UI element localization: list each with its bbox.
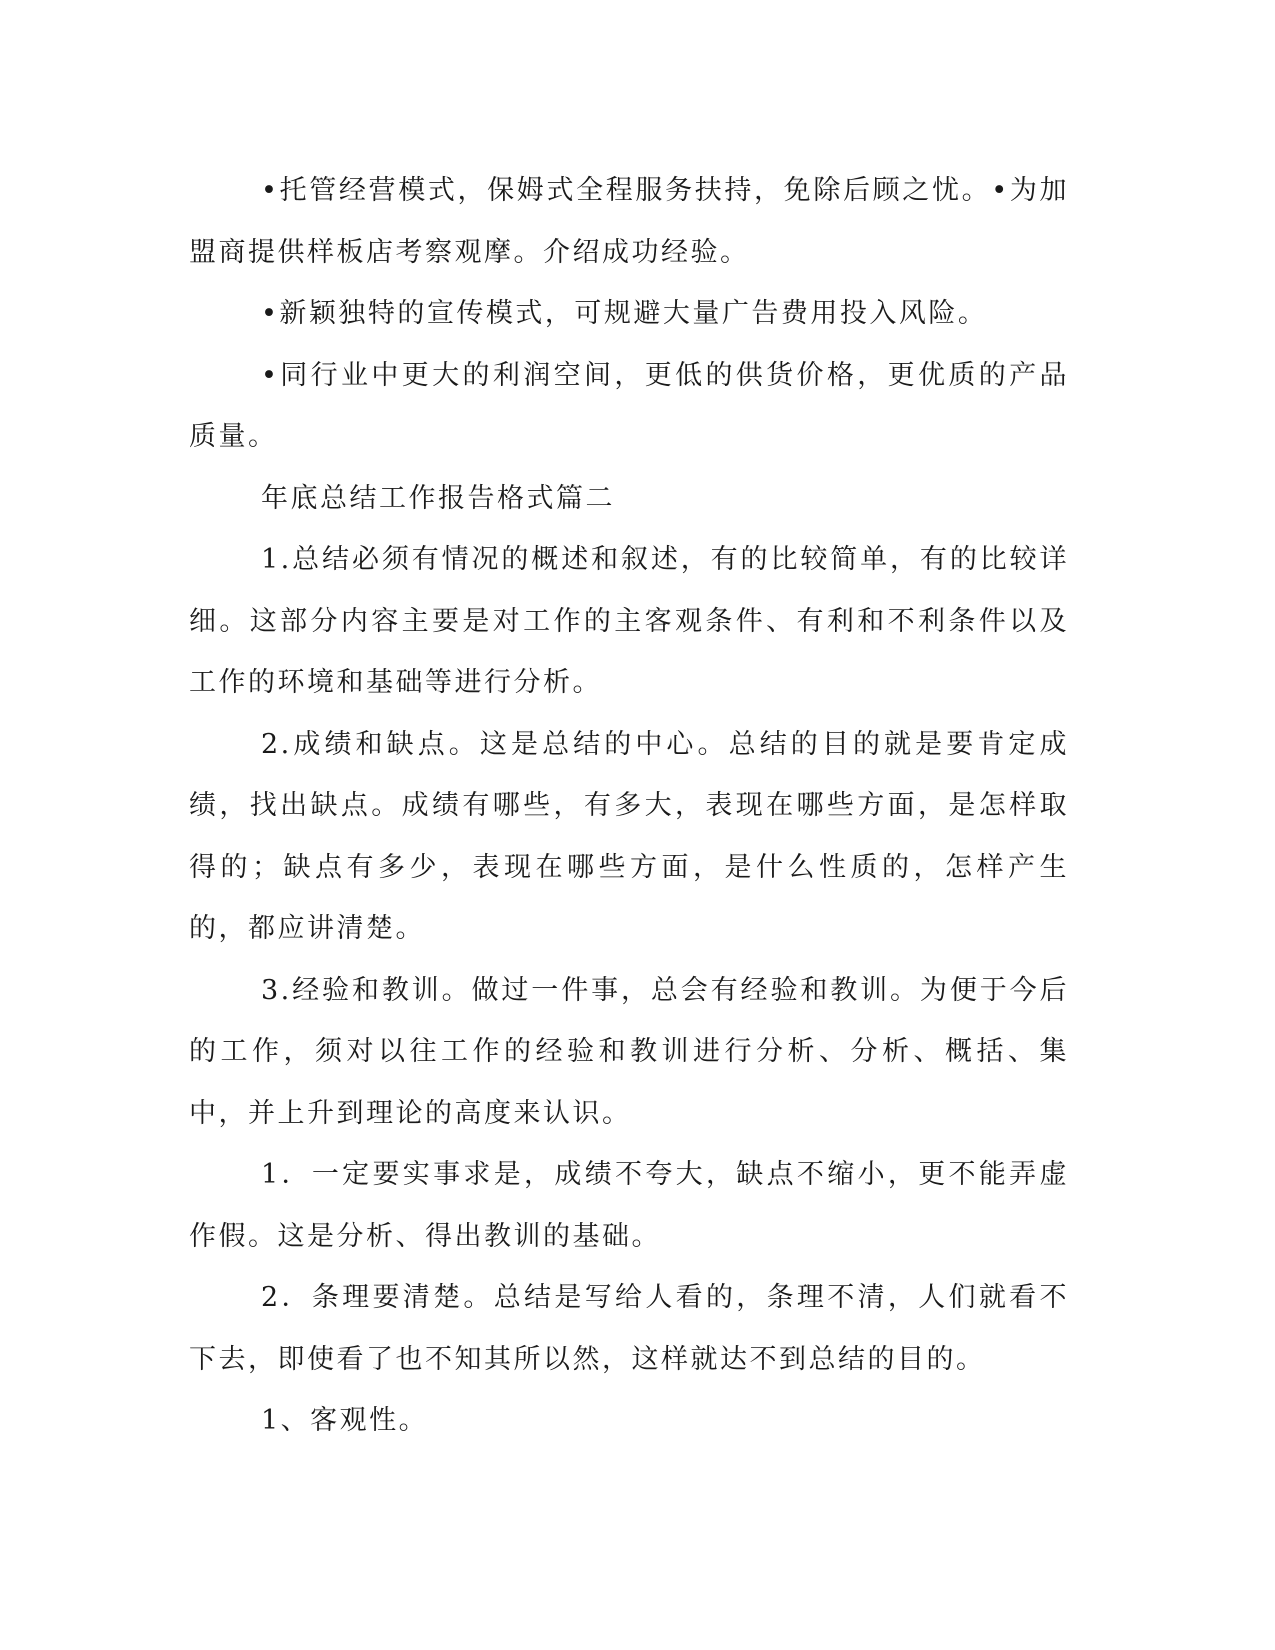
paragraph-point-2-achievements: 2.成绩和缺点。这是总结的中心。总结的目的就是要肯定成绩，找出缺点。成绩有哪些，有多大，表现在哪些方面，是怎样取得的；缺点有多少，表现在哪些方面，是什么性质的，怎样产生的，都应讲清楚。 — [189, 728, 1069, 944]
document-body — [189, 160, 1069, 1452]
paragraph-objectivity: 1、客观性。 — [261, 1405, 429, 1436]
paragraph-promotion-mode: •新颖独特的宣传模式，可规避大量广告费用投入风险。 — [261, 298, 988, 329]
paragraph-profit-space: •同行业中更大的利润空间，更低的供货价格，更优质的产品质量。 — [189, 359, 1069, 452]
paragraph-point-3-lessons: 3.经验和教训。做过一件事，总会有经验和教训。为便于今后的工作，须对以往工作的经验和教训进行分析、分析、概括、集中，并上升到理论的高度来认识。 — [189, 974, 1069, 1129]
paragraph-requirement-2: 2．条理要清楚。总结是写给人看的，条理不清，人们就看不下去，即使看了也不知其所以然，这样就达不到总结的目的。 — [189, 1282, 1069, 1375]
paragraph-requirement-1: 1．一定要实事求是，成绩不夸大，缺点不缩小，更不能弄虚作假。这是分析、得出教训的基础。 — [189, 1159, 1069, 1252]
section-heading: 年底总结工作报告格式篇二 — [261, 482, 615, 514]
paragraph-custody-operation: •托管经营模式，保姆式全程服务扶持，免除后顾之忧。•为加盟商提供样板店考察观摩。介绍成功经验。 — [189, 175, 1069, 268]
paragraph-point-1-overview: 1.总结必须有情况的概述和叙述，有的比较简单，有的比较详细。这部分内容主要是对工作的主客观条件、有利和不利条件以及工作的环境和基础等进行分析。 — [189, 544, 1069, 698]
